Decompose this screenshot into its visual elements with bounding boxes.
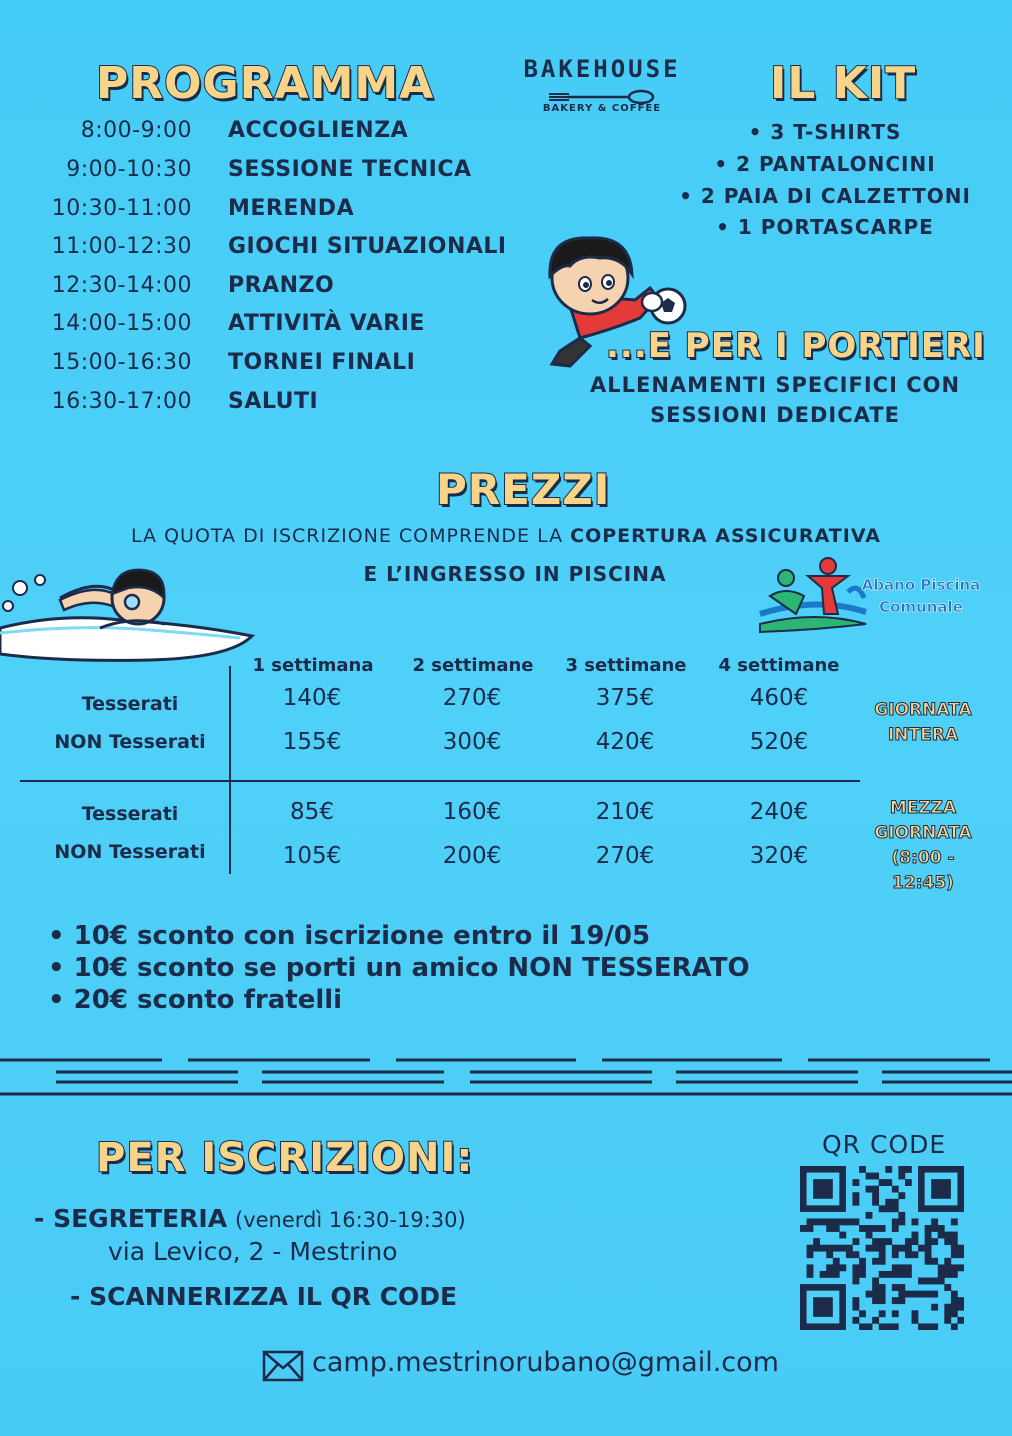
price-cell: 270€: [595, 843, 655, 869]
price-cell: 270€: [442, 685, 502, 711]
bakehouse-subtitle: BAKERY & COFFEE: [542, 103, 662, 114]
kit-item: • 1 PORTASCARPE: [716, 215, 934, 239]
programma-time: 8:00-9:00: [80, 118, 192, 143]
bakehouse-logo: [522, 55, 682, 114]
programma-activity: PRANZO: [228, 273, 335, 298]
kit-item: • 2 PAIA DI CALZETTONI: [679, 184, 971, 208]
prezzi-title: PREZZI: [436, 465, 611, 514]
programma-time: 14:00-15:00: [51, 311, 192, 336]
kit-item: • 2 PANTALONCINI: [714, 152, 936, 176]
row-label: NON Tesserati: [54, 731, 206, 753]
abano-piscina-logo: [756, 552, 986, 642]
column-header: 2 settimane: [412, 655, 534, 676]
column-header: 3 settimane: [565, 655, 687, 676]
qr-code-label: QR CODE: [822, 1130, 947, 1159]
price-cell: 460€: [749, 685, 809, 711]
price-cell: 520€: [749, 729, 809, 755]
mezza-giornata-label: [858, 796, 988, 896]
row-label: Tesserati: [81, 803, 179, 825]
programma-activity: TORNEI FINALI: [228, 350, 416, 375]
label-line: (8:00 - 12:45): [891, 848, 955, 893]
fork-spoon-icon: [547, 89, 657, 105]
column-header: 4 settimane: [718, 655, 840, 676]
iscrizioni-title: PER ISCRIZIONI:: [96, 1135, 474, 1181]
segreteria-hours: (venerdì 16:30-19:30): [235, 1208, 466, 1232]
programma-time: 12:30-14:00: [51, 273, 192, 298]
programma-activity: ATTIVITÀ VARIE: [228, 311, 425, 336]
programma-time: 11:00-12:30: [51, 234, 192, 259]
email-link[interactable]: camp.mestrinorubano@gmail.com: [312, 1347, 779, 1378]
discount-item: • 10€ sconto con iscrizione entro il 19/05: [48, 921, 651, 951]
giornata-intera-label: [858, 698, 988, 748]
prezzi-desc-normal: LA QUOTA DI ISCRIZIONE COMPRENDE LA: [131, 525, 571, 547]
kit-title: IL KIT: [770, 58, 917, 109]
portieri-title: ...E PER I PORTIERI: [606, 326, 986, 366]
column-header: 1 settimana: [252, 655, 374, 676]
label-line: MEZZA: [889, 798, 957, 818]
price-cell: 140€: [282, 685, 342, 711]
programma-activity: ACCOGLIENZA: [228, 118, 409, 143]
price-cell: 155€: [282, 729, 342, 755]
swimmer-illustration: [0, 558, 260, 668]
programma-time: 9:00-10:30: [66, 157, 192, 182]
price-cell: 420€: [595, 729, 655, 755]
qr-code[interactable]: [800, 1166, 964, 1330]
segreteria-line: [34, 1204, 466, 1233]
bakehouse-name: BAKEHOUSE: [523, 55, 681, 83]
qr-instruction: - SCANNERIZZA IL QR CODE: [70, 1282, 458, 1311]
programma-time: 15:00-16:30: [51, 350, 192, 375]
portieri-line-2: SESSIONI DEDICATE: [650, 403, 900, 427]
label-line: GIORNATA: [874, 700, 972, 720]
price-cell: 160€: [442, 799, 502, 825]
label-line: GIORNATA: [874, 823, 972, 843]
table-horizontal-divider: [20, 780, 860, 782]
price-cell: 210€: [595, 799, 655, 825]
address: via Levico, 2 - Mestrino: [108, 1237, 398, 1266]
abano-logo-text: Abano Piscina Comunale: [861, 576, 981, 616]
programma-activity: GIOCHI SITUAZIONALI: [228, 234, 507, 259]
price-cell: 320€: [749, 843, 809, 869]
prezzi-description: [0, 525, 1012, 547]
price-cell: 240€: [749, 799, 809, 825]
programma-activity: MERENDA: [228, 196, 355, 221]
price-cell: 300€: [442, 729, 502, 755]
price-cell: 85€: [290, 799, 334, 825]
prezzi-desc-bold: COPERTURA ASSICURATIVA: [570, 525, 881, 547]
row-label: NON Tesserati: [54, 841, 206, 863]
programma-activity: SESSIONE TECNICA: [228, 157, 472, 182]
price-cell: 200€: [442, 843, 502, 869]
kit-item: • 3 T-SHIRTS: [748, 120, 902, 144]
price-cell: 105€: [282, 843, 342, 869]
label-line: INTERA: [887, 725, 958, 745]
segreteria-label: - SEGRETERIA: [34, 1204, 228, 1233]
programma-activity: SALUTI: [228, 389, 319, 414]
row-label: Tesserati: [81, 693, 179, 715]
portieri-line-1: ALLENAMENTI SPECIFICI CON: [589, 373, 961, 397]
price-cell: 375€: [595, 685, 655, 711]
envelope-icon: [262, 1350, 304, 1382]
programma-time: 16:30-17:00: [51, 389, 192, 414]
discount-item: • 20€ sconto fratelli: [48, 985, 343, 1015]
programma-title: PROGRAMMA: [96, 58, 435, 109]
lane-lines-divider: [0, 1052, 1012, 1098]
prezzi-description-line2: E L’INGRESSO IN PISCINA: [363, 562, 667, 586]
programma-time: 10:30-11:00: [51, 196, 192, 221]
discount-item: • 10€ sconto se porti un amico NON TESSERATO: [48, 953, 750, 983]
